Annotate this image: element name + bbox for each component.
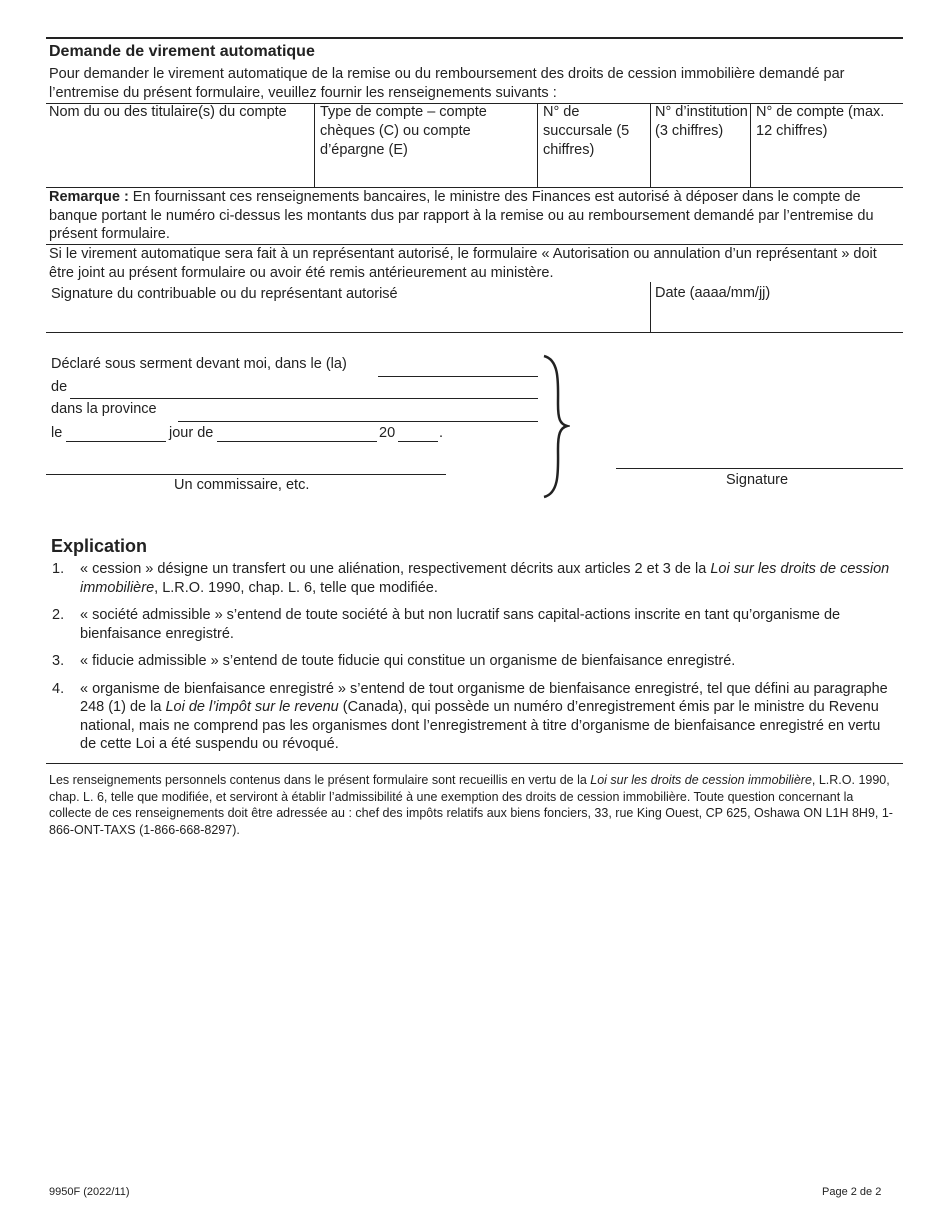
representative-note: Si le virement automatique sera fait à un représentant autorisé, le formulaire « Autorisation ou annulation d’un représentant » doit être joint au présent formulaire ou avoir été remis antérieurement au ministère. bbox=[49, 246, 877, 281]
form-number: 9950F (2022/11) bbox=[49, 1186, 130, 1198]
branch-number-label: N° de succursale (5 chiffres) bbox=[543, 104, 630, 158]
oath-line-3: dans la province bbox=[51, 401, 157, 417]
taxpayer-signature-field[interactable] bbox=[47, 305, 647, 330]
oath-province-field[interactable] bbox=[178, 421, 538, 422]
list-item: 1. « cession » désigne un transfert ou une aliénation, respectivement décrits aux articles 2 et 3 de la Loi sur les droits de cession immobilière, L.R.O. 1990, chap. L. 6, telle que modifiée. bbox=[52, 561, 890, 596]
item-number: 2. bbox=[52, 607, 65, 623]
item-number: 4. bbox=[52, 680, 65, 697]
account-number-label: N° de compte (max. 12 chiffres) bbox=[756, 104, 885, 139]
brace-icon bbox=[540, 354, 570, 499]
explication-list bbox=[50, 560, 900, 763]
explication-title: Explication bbox=[51, 536, 148, 556]
institution-number-field[interactable] bbox=[652, 145, 749, 185]
date-field[interactable] bbox=[652, 305, 902, 330]
section-title: Demande de virement automatique bbox=[49, 43, 315, 60]
item-number: 3. bbox=[52, 653, 65, 669]
deponent-signature-label: Signature bbox=[726, 472, 789, 488]
list-item: 2. « société admissible » s’entend de toute société à but non lucratif sans capital-actions inscrite en tant qu’organisme de bienfaisance enregistré. bbox=[52, 607, 841, 642]
oath-line-2: de bbox=[51, 379, 68, 395]
taxpayer-signature-label: Signature du contribuable ou du représentant autorisé bbox=[51, 286, 398, 302]
account-number-field[interactable] bbox=[752, 145, 902, 185]
account-holder-field[interactable] bbox=[47, 145, 313, 185]
privacy-notice: Les renseignements personnels contenus dans le présent formulaire sont recueillis en vertu de la Loi sur les droits de cession immobilière, L.R.O. 1990, chap. L. 6, telle que modifiée, et serviront à établir l’admissibilité à une exemption des droits de cession immobilière. Toute question concernant la collecte de ces renseignements doit être adressée au : chef des impôts relatifs aux biens fonciers, 33, rue King Ouest, CP 625, Oshawa ON L1H 8H9, 1-866-ONT-TAXS (1-866-668-8297). bbox=[49, 773, 893, 837]
account-type-field[interactable] bbox=[316, 165, 536, 185]
table-divider bbox=[650, 103, 651, 188]
item-number: 1. bbox=[52, 561, 65, 577]
oath-year-prefix: 20 bbox=[379, 425, 396, 441]
section-intro: Pour demander le virement automatique de la remise ou du remboursement des droits de cession immobilière demandé par l’entremise du présent formulaire, veuillez fournir les renseignements suivants : bbox=[49, 66, 845, 101]
branch-number-field[interactable] bbox=[539, 165, 649, 185]
list-item: 4. « organisme de bienfaisance enregistré » s’entend de tout organisme de bienfaisance enregistré, tel que défini au paragraphe 248 (1) de la Loi de l’impôt sur le revenu (Canada), qui possède un numéro d’enregistrement émis par le ministre du Revenu national, mais ne comprend pas les organismes dont l’enregistrement à titre d’organisme de bienfaisance enregistré en vertu de cette Loi a été suspendu ou révoqué. bbox=[52, 680, 888, 752]
remark-label: Remarque : bbox=[49, 189, 129, 205]
oath-day-field[interactable] bbox=[66, 441, 166, 442]
institution-number-label: N° d’institution (3 chiffres) bbox=[655, 104, 748, 139]
deponent-signature-line bbox=[616, 468, 903, 469]
oath-period: . bbox=[439, 425, 444, 441]
oath-month-field[interactable] bbox=[217, 441, 377, 442]
remark-paragraph bbox=[49, 188, 901, 244]
list-item: 3. « fiducie admissible » s’entend de toute fiducie qui constitue un organisme de bienfaisance enregistré. bbox=[52, 653, 736, 669]
page-number: Page 2 de 2 bbox=[822, 1186, 882, 1198]
remark-text: En fournissant ces renseignements bancaires, le ministre des Finances est autorisé à déposer dans le compte de banque portant le numéro ci-dessus les montants dus par rapport à la remise ou au remboursement demandé par l’entremise du présent formulaire. bbox=[49, 189, 874, 242]
account-holder-label: Nom du ou des titulaire(s) du compte bbox=[49, 104, 287, 120]
oath-municipality-field[interactable] bbox=[70, 398, 538, 399]
table-divider bbox=[750, 103, 751, 188]
table-divider bbox=[537, 103, 538, 188]
privacy-rule bbox=[46, 763, 903, 764]
commissioner-label: Un commissaire, etc. bbox=[174, 477, 310, 493]
signature-row-rule bbox=[46, 332, 903, 333]
oath-line-1: Déclaré sous serment devant moi, dans le (la) bbox=[51, 356, 347, 372]
top-rule bbox=[46, 37, 903, 39]
account-type-label: Type de compte – compte chèques (C) ou compte d’épargne (E) bbox=[320, 104, 487, 158]
signature-divider bbox=[650, 282, 651, 333]
oath-jour-de: jour de bbox=[169, 425, 214, 441]
date-label: Date (aaaa/mm/jj) bbox=[655, 285, 771, 301]
oath-year-field[interactable] bbox=[398, 441, 438, 442]
oath-place-field[interactable] bbox=[378, 376, 538, 377]
oath-le: le bbox=[51, 425, 63, 441]
commissioner-signature-line bbox=[46, 474, 446, 475]
table-divider bbox=[314, 103, 315, 188]
